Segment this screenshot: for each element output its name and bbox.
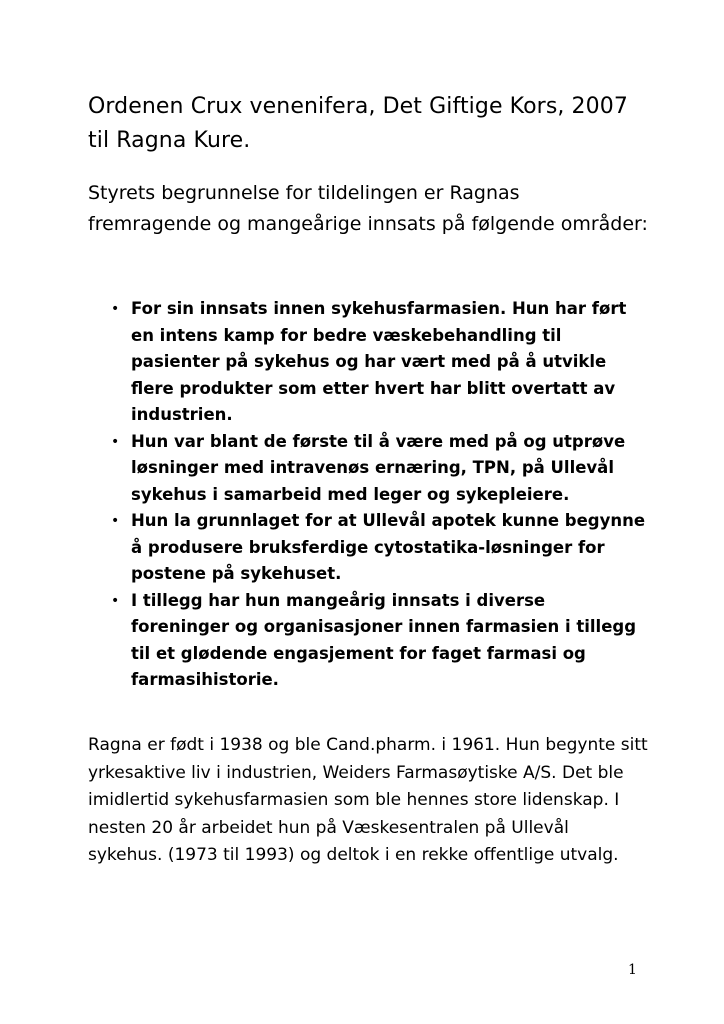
bullet-text: I tillegg har hun mangeårig innsats i diverse foreninger og organisasjoner innen farmasien i tillegg til et glødende engasjement for faget farmasi og farmasihistorie.: [131, 590, 637, 689]
biography-paragraph: Ragna er født i 1938 og ble Cand.pharm. i 1961. Hun begynte sitt yrkesaktive liv i industrien, Weiders Farmasøytiske A/S. Det ble imidlertid sykehusfarmasien som ble hennes store lidenskap. I nesten 20 år arbeidet hun på Væskesentralen på Ullevål sykehus. (1973 til 1993) og deltok i en rekke offentlige utvalg.: [88, 735, 648, 865]
bullet-icon: •: [111, 301, 120, 317]
intro-paragraph: Styrets begrunnelse for tildelingen er Ragnas fremragende og mangeårige innsats på følgende områder:: [88, 182, 648, 235]
page-number: 1: [628, 962, 637, 978]
document-title: Ordenen Crux venenifera, Det Giftige Kors, 2007 til Ragna Kure.: [88, 94, 628, 153]
bullet-item: [88, 296, 648, 429]
bullet-icon: •: [111, 513, 120, 529]
bullet-text: Hun var blant de første til å være med på og utprøve løsninger med intravenøs ernæring, TPN, på Ullevål sykehus i samarbeid med leger og sykepleiere.: [131, 431, 626, 504]
bullet-text: Hun la grunnlaget for at Ullevål apotek kunne begynne å produsere bruksferdige cytostatika-løsninger for postene på sykehuset.: [131, 511, 646, 583]
bullet-icon: •: [111, 592, 120, 609]
bullet-icon: •: [111, 433, 120, 450]
bullet-item: [88, 429, 648, 509]
merit-bullet-list: [88, 296, 648, 694]
bullet-item: [88, 508, 648, 588]
bullet-text: For sin innsats innen sykehusfarmasien. Hun har ført en intens kamp for bedre væskebehandling til pasienter på sykehus og har vært med på å utvikle flere produkter som etter hvert har blitt overtatt av industrien.: [131, 299, 627, 424]
bullet-item: [88, 588, 648, 694]
